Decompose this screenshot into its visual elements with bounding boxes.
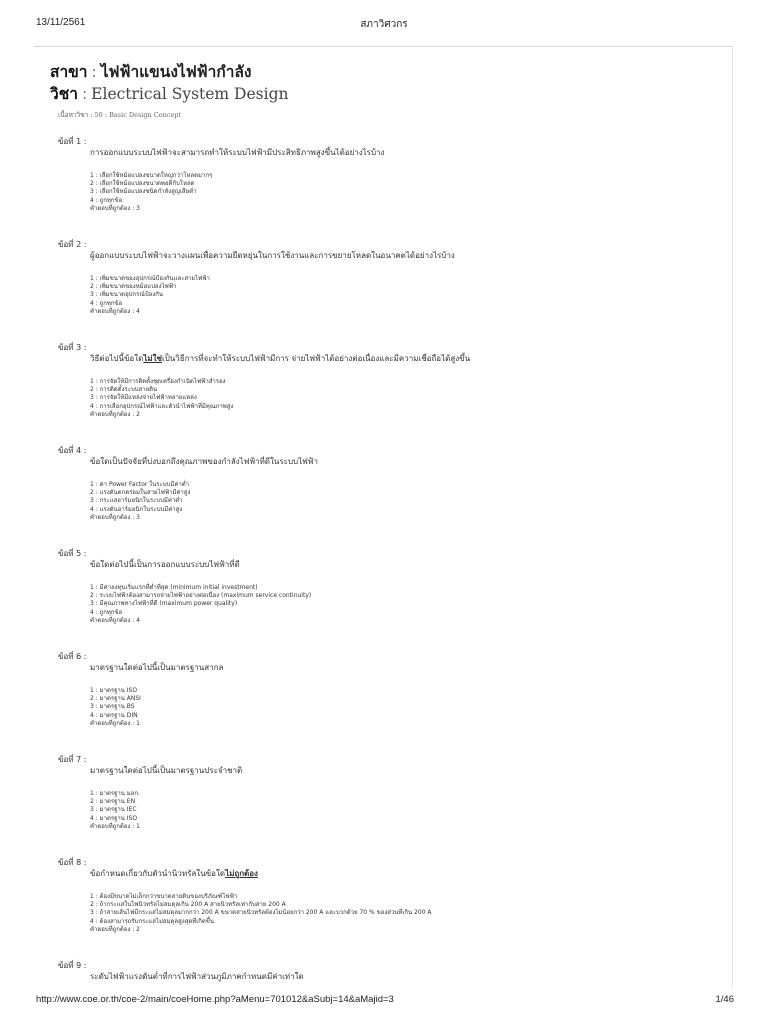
question-block [50,436,732,539]
option-item: 3 : มีคุณภาพทางไฟฟ้าที่ดี (maximum power quality) [90,600,238,608]
print-footer [0,994,768,1014]
print-title: สภาวิศวกร [360,19,408,30]
option-item: 2 : มาตรฐาน EN [90,798,136,806]
question-text [90,249,455,262]
option-item: 3 : กระแสฮาร์มอนิกในระบบมีค่าต่ำ [90,497,183,505]
option-item: 1 : มาตรฐาน ISO [90,687,138,694]
correct-answer: คำตอบที่ถูกต้อง : 1 [90,719,140,727]
option-item: 2 : เลือกใช้หม้อแปลงขนาดพอดีกับโหลด [90,180,195,188]
option-item: 4 : ต้องสามารถรับกระแสไม่สมดุลสูงสุดที่เกิดขึ้น [90,917,214,925]
option-item: 2 : ถ้ากระแสในไฟนิวทรัลไม่สมดุลเกิน 200 A สายนิวทรัลเท่ากับสาย 200 A [90,901,286,909]
question-block [50,848,732,951]
option-item: 2 : การติดตั้งระบบสายดิน [90,386,158,394]
option-item: 3 : เพิ่มขนาดอุปกรณ์ป้องกัน [90,291,163,299]
question-number: ข้อที่ 9 : [58,961,87,970]
option-item: 1 : ต้องมีขนาดไม่เล็กกว่าขนาดสายดินของบริภัณฑ์ไฟฟ้า [90,893,238,900]
question-text-emphasis: ไม่ถูกต้อง [225,869,258,878]
option-item: 4 : ถูกทุกข้อ [90,196,123,204]
option-item: 2 : มาตรฐาน ANSI [90,695,141,703]
question-text [90,146,384,159]
correct-answer: คำตอบที่ถูกต้อง : 3 [90,204,140,212]
option-item: 4 : แรงดันฮาร์มอนิกในระบบมีค่าสูง [90,505,183,513]
correct-answer: คำตอบที่ถูกต้อง : 2 [90,410,140,418]
option-item: 3 : การจัดให้มีแหล่งจ่ายไฟฟ้าหลายแหล่ง [90,394,197,402]
question-block [50,745,732,848]
question-block [50,127,732,230]
question-number: ข้อที่ 7 : [58,755,87,764]
correct-answer: คำตอบที่ถูกต้อง : 1 [90,822,140,830]
subject-line: เนื้อหาวิชา : 50 : Basic Design Concept [58,111,182,119]
document-frame [34,46,733,987]
question-text-main: ข้อใดเป็นปัจจัยที่บ่งบอกถึงคุณภาพของกำลังไฟฟ้าที่ดีในระบบไฟฟ้า [90,457,318,466]
question-text [90,970,304,983]
option-list [90,481,190,522]
page-number: 1/46 [715,994,734,1005]
option-item: 3 : มาตรฐาน BS [90,703,135,711]
separator: : [81,85,88,103]
option-item: 2 : แรงดันตกคร่อมในสายไฟฟ้ามีค่าสูง [90,489,191,497]
question-text-emphasis: ไม่ใช่ [143,354,162,363]
question-number: ข้อที่ 3 : [58,343,87,352]
question-block [50,951,732,987]
option-item: 4 : มาตรฐาน DIN [90,711,138,719]
option-item: 1 : มาตรฐาน มอก. [90,790,140,797]
course-value: Electrical System Design [91,85,289,103]
question-text-main: วิธีต่อไปนี้ข้อใด [90,354,144,363]
question-block [50,642,732,745]
print-date: 13/11/2561 [36,17,86,28]
option-list [90,687,141,728]
question-text-main: มาตรฐานใดต่อไปนี้เป็นมาตรฐานสากล [90,663,224,672]
question-text [90,867,258,880]
option-list [90,275,210,316]
course-heading [50,81,732,103]
branch-label: สาขา [50,63,88,81]
option-item: 1 : การจัดให้มีการติดตั้งชุดเครื่องกำเนิดไฟฟ้าสำรอง [90,378,226,385]
question-number: ข้อที่ 5 : [58,549,87,558]
question-text-main: ผู้ออกแบบระบบไฟฟ้าจะวางแผนเพื่อความยืดหยุ่นในการใช้งานและการขยายโหลดในอนาคตได้อย่างไรบ้าง [90,251,455,260]
question-number: ข้อที่ 4 : [58,446,87,455]
branch-heading [50,59,732,81]
option-list [90,172,212,213]
option-item: 2 : ระบบไฟฟ้าต้องสามารถจ่ายไฟฟ้าอย่างต่อเนื่อง (maximum service continuity) [90,592,312,600]
question-block [50,230,732,333]
branch-value: ไฟฟ้าแขนงไฟฟ้ากำลัง [100,63,252,81]
option-item: 1 : ค่า Power Factor ในระบบมีค่าต่ำ [90,481,189,488]
question-text-rest: เป็นวิธีการที่จะทำให้ระบบไฟฟ้ามีการ จ่ายไฟฟ้าได้อย่างต่อเนื่องและมีความเชื่อถือได้สูงขึ้น [161,354,471,363]
question-text-main: ข้อกำหนดเกี่ยวกับตัวนำนิวทรัลในข้อใด [90,869,226,878]
course-label: วิชา [50,85,78,103]
option-item: 3 : มาตรฐาน IEC [90,806,137,814]
question-text [90,455,318,468]
option-item: 3 : ถ้าสายเส้นไฟมีกระแสไม่สมดุลมากกว่า 200 A ขนาดสายนิวทรัลต้องไม่น้อยกว่า 200 A และบวกด้วย 70 % ของส่วนที่เกิน 200 A [90,909,432,917]
correct-answer: คำตอบที่ถูกต้อง : 4 [90,616,140,624]
question-text [90,764,242,777]
option-list [90,790,140,831]
question-text [90,558,240,571]
option-item: 4 : การเลือกอุปกรณ์ไฟฟ้าและตัวนำไฟฟ้าที่มีคุณภาพสูง [90,402,234,410]
question-text-main: ข้อใดต่อไปนี้เป็นการออกแบบระบบไฟฟ้าที่ดี [90,560,240,569]
option-item: 3 : เลือกใช้หม้อแปลงชนิดกำลังสูญเสียต่ำ [90,188,197,196]
option-item: 1 : มีค่าลงทุนเริ่มแรกที่ต่ำที่สุด (minimum initial investment) [90,584,258,591]
question-text-main: มาตรฐานใดต่อไปนี้เป็นมาตรฐานประจำชาติ [90,766,243,775]
option-item: 2 : เพิ่มขนาดของหม้อแปลงไฟฟ้า [90,283,177,291]
question-number: ข้อที่ 1 : [58,137,87,146]
separator: : [91,63,97,81]
correct-answer: คำตอบที่ถูกต้อง : 2 [90,925,140,933]
question-number: ข้อที่ 6 : [58,652,87,661]
option-list [90,378,233,419]
question-number: ข้อที่ 2 : [58,240,87,249]
correct-answer: คำตอบที่ถูกต้อง : 4 [90,307,140,315]
question-block [50,539,732,642]
question-text-main: การออกแบบระบบไฟฟ้าจะสามารถทำให้ระบบไฟฟ้ามีประสิทธิภาพสูงขึ้นได้อย่างไรบ้าง [90,148,385,157]
option-item: 4 : มาตรฐาน ISO [90,814,138,822]
question-block [50,333,732,436]
question-text-main: ระดับไฟฟ้าแรงดันต่ำที่การไฟฟ้าส่วนภูมิภาคกำหนดมีค่าเท่าใด [90,972,304,981]
question-text [90,661,223,674]
option-item: 4 : ถูกทุกข้อ [90,299,123,307]
option-item: 1 : เลือกใช้หม้อแปลงขนาดใหญ่กว่าโหลดมากๆ [90,172,213,179]
option-item: 4 : ถูกทุกข้อ [90,608,123,616]
question-list [50,127,732,987]
question-number: ข้อที่ 8 : [58,858,87,867]
option-item: 1 : เพิ่มขนาดของอุปกรณ์ป้องกันและสายไฟฟ้า [90,275,210,282]
print-url: http://www.coe.or.th/coe-2/main/coeHome.php?aMenu=701012&aSubj=14&aMajid=3 [36,994,394,1005]
option-list [90,584,311,625]
question-text [90,352,470,365]
option-list [90,893,432,934]
correct-answer: คำตอบที่ถูกต้อง : 3 [90,513,140,521]
print-header [0,0,768,40]
